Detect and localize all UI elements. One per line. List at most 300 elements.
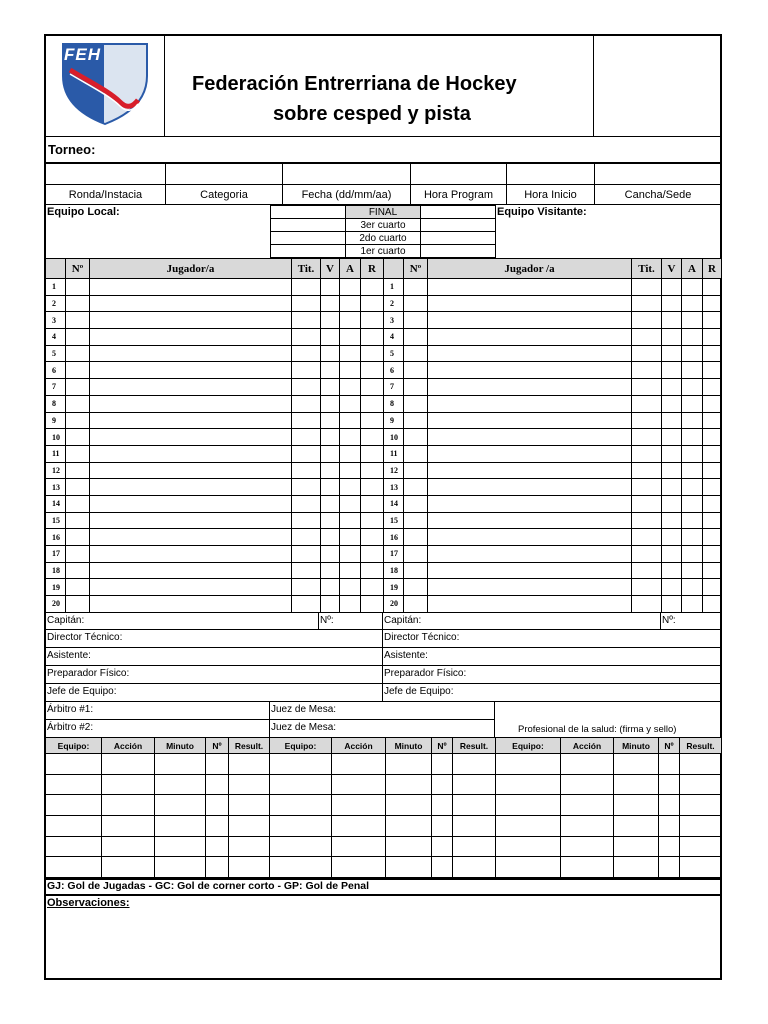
r-cell[interactable]	[361, 329, 384, 346]
a-cell[interactable]	[682, 329, 703, 346]
tit-cell[interactable]	[292, 279, 321, 296]
r-cell[interactable]	[361, 546, 384, 563]
player-number-cell[interactable]	[404, 579, 428, 596]
goal-minuto-cell[interactable]	[155, 795, 206, 816]
player-number-cell[interactable]	[404, 596, 428, 613]
player-number-cell[interactable]	[404, 529, 428, 546]
r-cell[interactable]	[361, 429, 384, 446]
player-number-cell[interactable]	[66, 429, 90, 446]
goal-result-cell[interactable]	[453, 774, 496, 795]
goal-accion-cell[interactable]	[561, 754, 614, 775]
goal-accion-cell[interactable]	[102, 836, 155, 857]
a-cell[interactable]	[682, 529, 703, 546]
a-cell[interactable]	[340, 445, 361, 462]
r-cell[interactable]	[703, 479, 722, 496]
v-cell[interactable]	[662, 379, 682, 396]
v-cell[interactable]	[321, 546, 340, 563]
player-name-cell[interactable]	[90, 562, 292, 579]
a-cell[interactable]	[682, 462, 703, 479]
goal-minuto-cell[interactable]	[614, 774, 659, 795]
goal-accion-cell[interactable]	[332, 857, 386, 878]
goal-result-cell[interactable]	[229, 816, 270, 837]
goal-result-cell[interactable]	[229, 774, 270, 795]
goal-equipo-cell[interactable]	[46, 836, 102, 857]
a-cell[interactable]	[340, 329, 361, 346]
goal-equipo-cell[interactable]	[46, 754, 102, 775]
v-cell[interactable]	[321, 579, 340, 596]
tit-cell[interactable]	[292, 479, 321, 496]
player-name-cell[interactable]	[428, 479, 632, 496]
player-name-cell[interactable]	[90, 596, 292, 613]
tit-cell[interactable]	[632, 295, 662, 312]
tit-cell[interactable]	[292, 562, 321, 579]
player-name-cell[interactable]	[90, 345, 292, 362]
a-cell[interactable]	[682, 495, 703, 512]
v-cell[interactable]	[321, 312, 340, 329]
goal-accion-cell[interactable]	[102, 857, 155, 878]
goal-numero-cell[interactable]	[206, 816, 229, 837]
a-cell[interactable]	[340, 546, 361, 563]
r-cell[interactable]	[703, 596, 722, 613]
player-number-cell[interactable]	[66, 479, 90, 496]
goal-accion-cell[interactable]	[332, 774, 386, 795]
goal-minuto-cell[interactable]	[386, 816, 432, 837]
player-number-cell[interactable]	[404, 312, 428, 329]
goal-accion-cell[interactable]	[561, 836, 614, 857]
v-cell[interactable]	[662, 512, 682, 529]
r-cell[interactable]	[703, 279, 722, 296]
r-cell[interactable]	[361, 445, 384, 462]
v-cell[interactable]	[321, 445, 340, 462]
goal-result-cell[interactable]	[453, 754, 496, 775]
goal-numero-cell[interactable]	[432, 836, 453, 857]
tit-cell[interactable]	[292, 379, 321, 396]
goal-numero-cell[interactable]	[432, 795, 453, 816]
goal-result-cell[interactable]	[229, 795, 270, 816]
r-cell[interactable]	[361, 279, 384, 296]
goal-numero-cell[interactable]	[206, 774, 229, 795]
player-name-cell[interactable]	[90, 279, 292, 296]
r-cell[interactable]	[361, 312, 384, 329]
player-name-cell[interactable]	[90, 295, 292, 312]
tit-cell[interactable]	[632, 312, 662, 329]
player-name-cell[interactable]	[90, 362, 292, 379]
goal-accion-cell[interactable]	[561, 774, 614, 795]
r-cell[interactable]	[361, 295, 384, 312]
tit-cell[interactable]	[632, 562, 662, 579]
player-number-cell[interactable]	[404, 495, 428, 512]
r-cell[interactable]	[361, 512, 384, 529]
player-number-cell[interactable]	[404, 462, 428, 479]
goal-equipo-cell[interactable]	[270, 816, 332, 837]
goal-numero-cell[interactable]	[432, 816, 453, 837]
a-cell[interactable]	[340, 512, 361, 529]
a-cell[interactable]	[340, 412, 361, 429]
r-cell[interactable]	[361, 462, 384, 479]
a-cell[interactable]	[682, 479, 703, 496]
player-name-cell[interactable]	[428, 379, 632, 396]
player-number-cell[interactable]	[66, 445, 90, 462]
r-cell[interactable]	[703, 529, 722, 546]
v-cell[interactable]	[662, 362, 682, 379]
r-cell[interactable]	[361, 579, 384, 596]
tit-cell[interactable]	[632, 362, 662, 379]
player-number-cell[interactable]	[404, 479, 428, 496]
player-number-cell[interactable]	[66, 546, 90, 563]
v-cell[interactable]	[662, 279, 682, 296]
player-name-cell[interactable]	[428, 495, 632, 512]
a-cell[interactable]	[340, 462, 361, 479]
goal-minuto-cell[interactable]	[386, 754, 432, 775]
a-cell[interactable]	[340, 312, 361, 329]
a-cell[interactable]	[682, 312, 703, 329]
v-cell[interactable]	[321, 412, 340, 429]
r-cell[interactable]	[361, 596, 384, 613]
goal-result-cell[interactable]	[453, 795, 496, 816]
v-cell[interactable]	[321, 345, 340, 362]
a-cell[interactable]	[682, 546, 703, 563]
player-name-cell[interactable]	[428, 312, 632, 329]
player-name-cell[interactable]	[428, 562, 632, 579]
tit-cell[interactable]	[632, 546, 662, 563]
a-cell[interactable]	[340, 379, 361, 396]
player-name-cell[interactable]	[90, 479, 292, 496]
player-number-cell[interactable]	[404, 329, 428, 346]
goal-minuto-cell[interactable]	[614, 857, 659, 878]
player-number-cell[interactable]	[66, 345, 90, 362]
v-cell[interactable]	[662, 312, 682, 329]
goal-equipo-cell[interactable]	[496, 774, 561, 795]
player-number-cell[interactable]	[66, 529, 90, 546]
v-cell[interactable]	[662, 562, 682, 579]
tit-cell[interactable]	[292, 445, 321, 462]
goal-numero-cell[interactable]	[659, 836, 680, 857]
player-number-cell[interactable]	[66, 579, 90, 596]
tit-cell[interactable]	[632, 512, 662, 529]
v-cell[interactable]	[662, 596, 682, 613]
tit-cell[interactable]	[292, 529, 321, 546]
v-cell[interactable]	[321, 462, 340, 479]
v-cell[interactable]	[321, 596, 340, 613]
goal-minuto-cell[interactable]	[614, 816, 659, 837]
goal-equipo-cell[interactable]	[46, 816, 102, 837]
player-number-cell[interactable]	[66, 412, 90, 429]
goal-minuto-cell[interactable]	[155, 774, 206, 795]
goal-numero-cell[interactable]	[659, 857, 680, 878]
a-cell[interactable]	[682, 562, 703, 579]
a-cell[interactable]	[340, 395, 361, 412]
v-cell[interactable]	[321, 562, 340, 579]
fecha-input[interactable]	[283, 164, 411, 185]
r-cell[interactable]	[361, 562, 384, 579]
r-cell[interactable]	[361, 395, 384, 412]
player-name-cell[interactable]	[90, 495, 292, 512]
player-name-cell[interactable]	[428, 362, 632, 379]
a-cell[interactable]	[682, 596, 703, 613]
a-cell[interactable]	[340, 495, 361, 512]
player-name-cell[interactable]	[90, 512, 292, 529]
goal-result-cell[interactable]	[680, 795, 722, 816]
player-number-cell[interactable]	[66, 312, 90, 329]
goal-numero-cell[interactable]	[432, 754, 453, 775]
score-local-q2[interactable]	[271, 232, 346, 245]
player-number-cell[interactable]	[66, 462, 90, 479]
player-name-cell[interactable]	[428, 529, 632, 546]
player-number-cell[interactable]	[404, 279, 428, 296]
goal-minuto-cell[interactable]	[155, 816, 206, 837]
goal-minuto-cell[interactable]	[386, 774, 432, 795]
player-number-cell[interactable]	[404, 362, 428, 379]
score-visit-q2[interactable]	[421, 232, 496, 245]
a-cell[interactable]	[682, 379, 703, 396]
goal-minuto-cell[interactable]	[614, 836, 659, 857]
player-name-cell[interactable]	[90, 529, 292, 546]
r-cell[interactable]	[703, 312, 722, 329]
ronda-input[interactable]	[46, 164, 166, 185]
player-number-cell[interactable]	[404, 429, 428, 446]
tit-cell[interactable]	[632, 445, 662, 462]
player-number-cell[interactable]	[404, 295, 428, 312]
player-name-cell[interactable]	[428, 295, 632, 312]
tit-cell[interactable]	[632, 345, 662, 362]
goal-numero-cell[interactable]	[206, 836, 229, 857]
a-cell[interactable]	[682, 445, 703, 462]
v-cell[interactable]	[662, 429, 682, 446]
player-number-cell[interactable]	[404, 379, 428, 396]
v-cell[interactable]	[662, 445, 682, 462]
a-cell[interactable]	[682, 429, 703, 446]
r-cell[interactable]	[703, 512, 722, 529]
player-name-cell[interactable]	[90, 546, 292, 563]
goal-equipo-cell[interactable]	[496, 816, 561, 837]
player-name-cell[interactable]	[428, 395, 632, 412]
player-name-cell[interactable]	[428, 429, 632, 446]
goal-equipo-cell[interactable]	[46, 795, 102, 816]
tit-cell[interactable]	[632, 596, 662, 613]
player-number-cell[interactable]	[404, 562, 428, 579]
a-cell[interactable]	[682, 412, 703, 429]
r-cell[interactable]	[703, 412, 722, 429]
player-number-cell[interactable]	[66, 495, 90, 512]
a-cell[interactable]	[340, 596, 361, 613]
player-number-cell[interactable]	[66, 562, 90, 579]
goal-equipo-cell[interactable]	[496, 795, 561, 816]
tit-cell[interactable]	[632, 462, 662, 479]
score-local-final[interactable]	[271, 206, 346, 219]
v-cell[interactable]	[662, 579, 682, 596]
player-number-cell[interactable]	[66, 512, 90, 529]
goal-equipo-cell[interactable]	[270, 774, 332, 795]
v-cell[interactable]	[662, 546, 682, 563]
r-cell[interactable]	[703, 546, 722, 563]
hora-inicio-input[interactable]	[507, 164, 595, 185]
goal-accion-cell[interactable]	[102, 774, 155, 795]
score-visit-q3[interactable]	[421, 219, 496, 232]
player-name-cell[interactable]	[428, 512, 632, 529]
tit-cell[interactable]	[632, 412, 662, 429]
player-number-cell[interactable]	[404, 345, 428, 362]
cancha-input[interactable]	[595, 164, 722, 185]
r-cell[interactable]	[703, 445, 722, 462]
goal-equipo-cell[interactable]	[496, 857, 561, 878]
a-cell[interactable]	[340, 529, 361, 546]
score-local-q3[interactable]	[271, 219, 346, 232]
goal-equipo-cell[interactable]	[270, 836, 332, 857]
goal-result-cell[interactable]	[680, 836, 722, 857]
player-name-cell[interactable]	[90, 395, 292, 412]
player-number-cell[interactable]	[66, 279, 90, 296]
goal-equipo-cell[interactable]	[270, 795, 332, 816]
goal-accion-cell[interactable]	[102, 754, 155, 775]
r-cell[interactable]	[703, 462, 722, 479]
player-name-cell[interactable]	[428, 462, 632, 479]
player-name-cell[interactable]	[90, 329, 292, 346]
goal-minuto-cell[interactable]	[386, 795, 432, 816]
player-number-cell[interactable]	[66, 596, 90, 613]
goal-numero-cell[interactable]	[206, 754, 229, 775]
v-cell[interactable]	[321, 362, 340, 379]
goal-equipo-cell[interactable]	[270, 857, 332, 878]
goal-accion-cell[interactable]	[561, 857, 614, 878]
player-number-cell[interactable]	[66, 362, 90, 379]
a-cell[interactable]	[340, 579, 361, 596]
goal-minuto-cell[interactable]	[614, 754, 659, 775]
tit-cell[interactable]	[632, 395, 662, 412]
player-number-cell[interactable]	[404, 395, 428, 412]
v-cell[interactable]	[662, 395, 682, 412]
goal-accion-cell[interactable]	[332, 836, 386, 857]
goal-result-cell[interactable]	[453, 857, 496, 878]
goal-accion-cell[interactable]	[102, 795, 155, 816]
tit-cell[interactable]	[292, 429, 321, 446]
r-cell[interactable]	[703, 295, 722, 312]
tit-cell[interactable]	[292, 312, 321, 329]
goal-accion-cell[interactable]	[561, 816, 614, 837]
goal-accion-cell[interactable]	[102, 816, 155, 837]
goal-equipo-cell[interactable]	[496, 754, 561, 775]
a-cell[interactable]	[682, 345, 703, 362]
goal-minuto-cell[interactable]	[155, 857, 206, 878]
goal-equipo-cell[interactable]	[270, 754, 332, 775]
v-cell[interactable]	[321, 329, 340, 346]
player-number-cell[interactable]	[66, 295, 90, 312]
r-cell[interactable]	[703, 362, 722, 379]
player-name-cell[interactable]	[90, 462, 292, 479]
goal-result-cell[interactable]	[680, 857, 722, 878]
player-name-cell[interactable]	[428, 279, 632, 296]
r-cell[interactable]	[703, 345, 722, 362]
r-cell[interactable]	[361, 412, 384, 429]
a-cell[interactable]	[340, 562, 361, 579]
v-cell[interactable]	[321, 379, 340, 396]
goal-accion-cell[interactable]	[332, 754, 386, 775]
goal-numero-cell[interactable]	[659, 754, 680, 775]
r-cell[interactable]	[703, 379, 722, 396]
v-cell[interactable]	[321, 429, 340, 446]
player-number-cell[interactable]	[66, 379, 90, 396]
v-cell[interactable]	[321, 512, 340, 529]
goal-numero-cell[interactable]	[432, 857, 453, 878]
player-name-cell[interactable]	[90, 312, 292, 329]
a-cell[interactable]	[340, 279, 361, 296]
tit-cell[interactable]	[632, 579, 662, 596]
player-name-cell[interactable]	[90, 379, 292, 396]
a-cell[interactable]	[340, 479, 361, 496]
goal-result-cell[interactable]	[680, 816, 722, 837]
r-cell[interactable]	[361, 345, 384, 362]
a-cell[interactable]	[340, 429, 361, 446]
player-number-cell[interactable]	[404, 412, 428, 429]
goal-numero-cell[interactable]	[659, 795, 680, 816]
a-cell[interactable]	[682, 362, 703, 379]
player-name-cell[interactable]	[90, 445, 292, 462]
tit-cell[interactable]	[292, 362, 321, 379]
a-cell[interactable]	[682, 295, 703, 312]
r-cell[interactable]	[703, 495, 722, 512]
goal-result-cell[interactable]	[680, 774, 722, 795]
a-cell[interactable]	[682, 279, 703, 296]
v-cell[interactable]	[662, 412, 682, 429]
v-cell[interactable]	[662, 495, 682, 512]
goal-numero-cell[interactable]	[659, 816, 680, 837]
tit-cell[interactable]	[632, 495, 662, 512]
r-cell[interactable]	[361, 379, 384, 396]
observaciones-area[interactable]	[46, 912, 720, 978]
v-cell[interactable]	[321, 479, 340, 496]
tit-cell[interactable]	[632, 529, 662, 546]
v-cell[interactable]	[321, 495, 340, 512]
tit-cell[interactable]	[632, 329, 662, 346]
a-cell[interactable]	[682, 395, 703, 412]
goal-result-cell[interactable]	[229, 836, 270, 857]
player-number-cell[interactable]	[404, 512, 428, 529]
tit-cell[interactable]	[292, 395, 321, 412]
player-name-cell[interactable]	[428, 546, 632, 563]
v-cell[interactable]	[321, 529, 340, 546]
goal-equipo-cell[interactable]	[496, 836, 561, 857]
r-cell[interactable]	[703, 395, 722, 412]
player-name-cell[interactable]	[428, 412, 632, 429]
goal-result-cell[interactable]	[453, 836, 496, 857]
score-local-q1[interactable]	[271, 245, 346, 258]
player-name-cell[interactable]	[90, 579, 292, 596]
tit-cell[interactable]	[632, 429, 662, 446]
v-cell[interactable]	[662, 462, 682, 479]
categoria-input[interactable]	[166, 164, 283, 185]
r-cell[interactable]	[703, 562, 722, 579]
tit-cell[interactable]	[292, 295, 321, 312]
r-cell[interactable]	[361, 529, 384, 546]
goal-accion-cell[interactable]	[332, 816, 386, 837]
player-name-cell[interactable]	[428, 329, 632, 346]
goal-result-cell[interactable]	[453, 816, 496, 837]
goal-result-cell[interactable]	[229, 857, 270, 878]
a-cell[interactable]	[340, 345, 361, 362]
tit-cell[interactable]	[292, 412, 321, 429]
v-cell[interactable]	[662, 329, 682, 346]
r-cell[interactable]	[361, 495, 384, 512]
v-cell[interactable]	[321, 395, 340, 412]
goal-result-cell[interactable]	[229, 754, 270, 775]
v-cell[interactable]	[662, 529, 682, 546]
r-cell[interactable]	[361, 362, 384, 379]
v-cell[interactable]	[321, 295, 340, 312]
tit-cell[interactable]	[292, 345, 321, 362]
player-number-cell[interactable]	[404, 546, 428, 563]
r-cell[interactable]	[361, 479, 384, 496]
tit-cell[interactable]	[292, 512, 321, 529]
tit-cell[interactable]	[292, 596, 321, 613]
